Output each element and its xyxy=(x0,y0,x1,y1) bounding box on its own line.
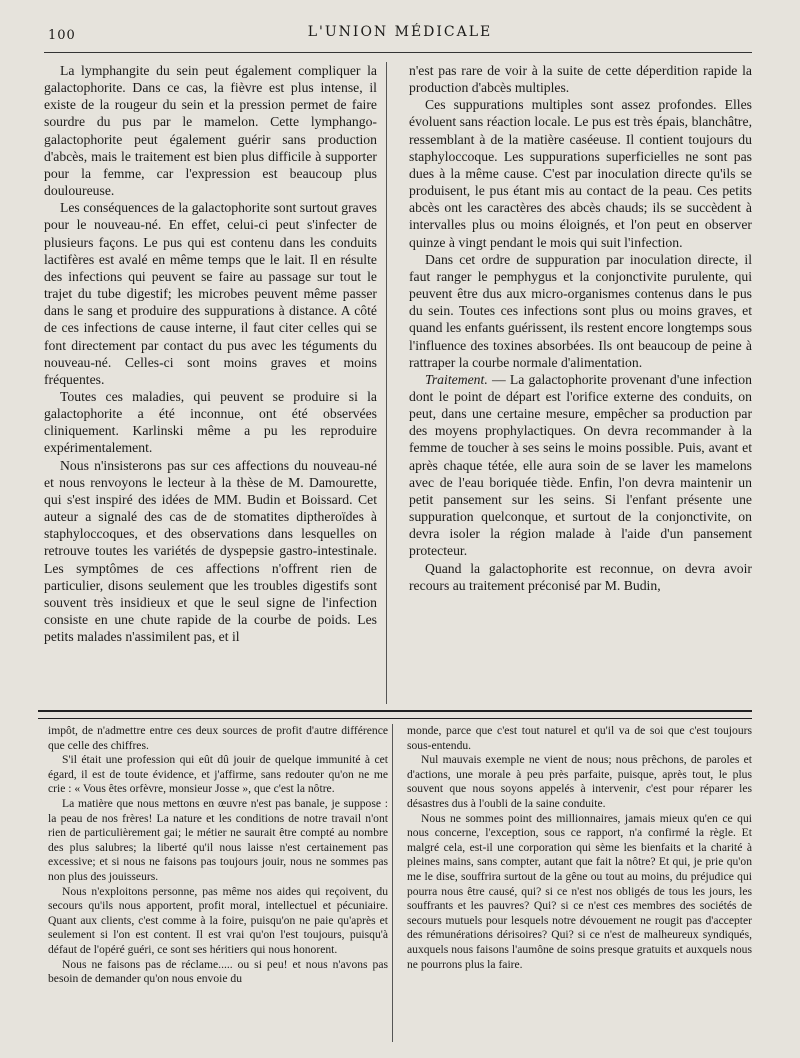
paragraph: monde, parce que c'est tout naturel et qu'il va de soi que c'est toujours sous-entendu. xyxy=(407,724,752,752)
feuilleton xyxy=(48,724,752,1042)
paragraph: impôt, de n'admettre entre ces deux sources de profit d'autre différence que celle des chiffres. xyxy=(48,724,388,752)
paragraph: Ces suppurations multiples sont assez profondes. Elles évoluent sans réaction locale. Le pus est très épais, blanchâtre, ressemblant à de la matière caséeuse. Il contient toujours du staphyloccoque. Les suppurations superficielles ne sont pas dues à la même cause. C'est par inoculation directe qu'ils se produisent, le pus étant mis au contact de la peau. Ces petits abcès ont les caractères des abcès chauds; ils se succèdent à intervalles plus ou moins éloignés, et l'on peut en observer quinze à vingt pendant le mois qui suit l'infection. xyxy=(409,97,752,250)
page-header xyxy=(48,22,752,50)
paragraph: Nul mauvais exemple ne vient de nous; nous prêchons, de paroles et d'actions, une morale à peu près parfaite, puisque, après tout, le plus souvent que nous soyons appelés à intervenir, c'est pour réparer les désastres dus à l'oubli de la saine conduite. xyxy=(407,753,752,810)
page-number: 100 xyxy=(48,28,76,43)
treatment-paragraph xyxy=(409,371,752,560)
treatment-heading: Traitement. xyxy=(425,371,488,387)
header-rule xyxy=(44,52,752,53)
paragraph: Nous n'exploitons personne, pas même nos aides qui reçoivent, du secours qu'ils nous apportent, profit moral, intellectuel et pécuniaire. Quant aux clients, c'est comme à la foire, puisqu'on ne paie qu'après et seulement si l'on est content. Il est vrai qu'on l'est toujours, puisqu'à défaut de l'opéré guéri, ce sont ses héritiers qui nous honorent. xyxy=(48,884,388,956)
running-head: L'UNION MÉDICALE xyxy=(307,24,493,40)
main-article-right-column xyxy=(409,62,752,704)
main-article-left-column xyxy=(44,62,387,704)
paragraph: La matière que nous mettons en œuvre n'est pas banale, je suppose : la peau de nos frères! La nature et les conditions de notre travail n'ont rien de particulièrement gai; le métier ne saurait être compté au nombre des plus salubres; la liberté qu'il nous laisse n'est certainement pas excessive; et si nous ne faisons pas toujours jouir, nous ne sommes pas non plus des jouisseurs. xyxy=(48,796,388,883)
paragraph: Dans cet ordre de suppuration par inoculation directe, il faut ranger le pemphygus et la conjonctivite purulente, qui peuvent être dus aux micro-organismes contenus dans le pus du sein. Toutes ces infections sont plus ou moins graves, et quand les enfants guérissent, ils restent encore longtemps sous l'influence des toxines absorbées. Ils ont beaucoup de peine à rattraper la courbe normale d'alimentation. xyxy=(409,251,752,370)
section-divider xyxy=(38,710,752,719)
paragraph: Les conséquences de la galactophorite sont surtout graves pour le nouveau-né. En effet, celui-ci peut s'infecter de plusieurs façons. Le pus qui est contenu dans les conduits lactifères est avalé en même temps que le lait. Il en résulte des infections qui peuvent se faire au passage sur tout le trajet du tube digestif; les microbes peuvent même passer dans le sang et produire des suppurations à distance. A côté de ces infections de cause interne, il faut citer celles qui se font directement par contact du pus avec les téguments du nouveau-né. Celles-ci sont moins graves et moins fréquentes. xyxy=(44,200,377,387)
paragraph: Nous ne sommes point des millionnaires, jamais mieux qu'en ce qui nous concerne, l'exception, sous ce rapport, n'a confirmé la règle. Et malgré cela, est-il une corporation qui sème les bienfaits et la charité à pleines mains, sans compter, autant que fait la nôtre? Et qui, je prie qu'on me le dise, souffrira surtout de la gêne ou tout au moins, du préjudice qui pourra nous être causé, qui? si ce n'est nos obligés de tous les jours, les souffrants et les pauvres? Qui? si ce n'est ces membres des sociétés de secours mutuels pour lesquels notre dévouement ne rougit pas d'accepter des rémunérations dérisoires? Qui? si ce n'est de malheureux syndiqués, auxquels nous faisons l'aumône de soins presque gratuits et auxquels nous ne pourrons plus la faire. xyxy=(407,811,752,971)
paragraph: Nous ne faisons pas de réclame..... ou si peu! et nous n'avons pas besoin de demander qu'on nous envoie du xyxy=(48,957,388,986)
feuilleton-right-column xyxy=(407,724,752,1042)
paragraph: Toutes ces maladies, qui peuvent se produire si la galactophorite a été inconnue, ont été observées cliniquement. Karlinski même a pu les reproduire expérimentalement. xyxy=(44,388,377,456)
paragraph: Quand la galactophorite est reconnue, on devra avoir recours au traitement préconisé par M. Budin, xyxy=(409,560,752,593)
main-article xyxy=(44,62,752,704)
paragraph: n'est pas rare de voir à la suite de cette déperdition rapide la production d'abcès multiples. xyxy=(409,63,752,96)
paragraph: S'il était une profession qui eût dû jouir de quelque immunité à cet égard, il est de toute évidence, et j'affirme, sans redouter qu'on ne me crie : « Vous êtes orfèvre, monsieur Josse », que c'est la nôtre. xyxy=(48,753,388,796)
feuilleton-left-column xyxy=(48,724,393,1042)
paragraph: Nous n'insisterons pas sur ces affections du nouveau-né et nous renvoyons le lecteur à la thèse de M. Damourette, qui s'est inspiré des idées de MM. Budin et Boissard. Cet auteur a signalé des cas de de stomatites diptheroïdes à staphyloccoques, et des observations dans lesquelles on retrouve toutes les variétés de dyspepsie gastro-intestinale. Les symptômes de ces affections n'offrent rien de particulier, disons seulement que les troubles digestifs sont souvent très insidieux et que le seul signe de l'infection consiste en une chute rapide de la courbe de poids. Les petits malades n'assimilent pas, et il xyxy=(44,457,377,645)
treatment-text: — La galactophorite provenant d'une infection dont le point de départ est l'orifice externe des conduits, on peut, dans une certaine mesure, empêcher sa production par des moyens prophylactiques. On devra recommander à la femme de toucher à ses seins le moins possible. Puis, avant et après chaque tétée, elle aura soin de se laver les mamelons avec de l'eau boriquée tiède. Enfin, l'on devra maintenir un petit pansement sur les seins. Si l'enfant présente une suppuration quelconque, et surtout de la conjonctivite, on devra isoler la région malade à l'aide d'un pansement protecteur. xyxy=(409,371,752,559)
paragraph: La lymphangite du sein peut également compliquer la galactophorite. Dans ce cas, la fièvre est plus intense, il existe de la rougeur du sein et la pression permet de faire sourdre du pus par le mamelon. Cette lymphango-galactophorite peut également guérir sans production d'abcès, mais le traitement est bien plus difficile à supporter pour la femme, car l'expression est beaucoup plus douloureuse. xyxy=(44,63,377,199)
